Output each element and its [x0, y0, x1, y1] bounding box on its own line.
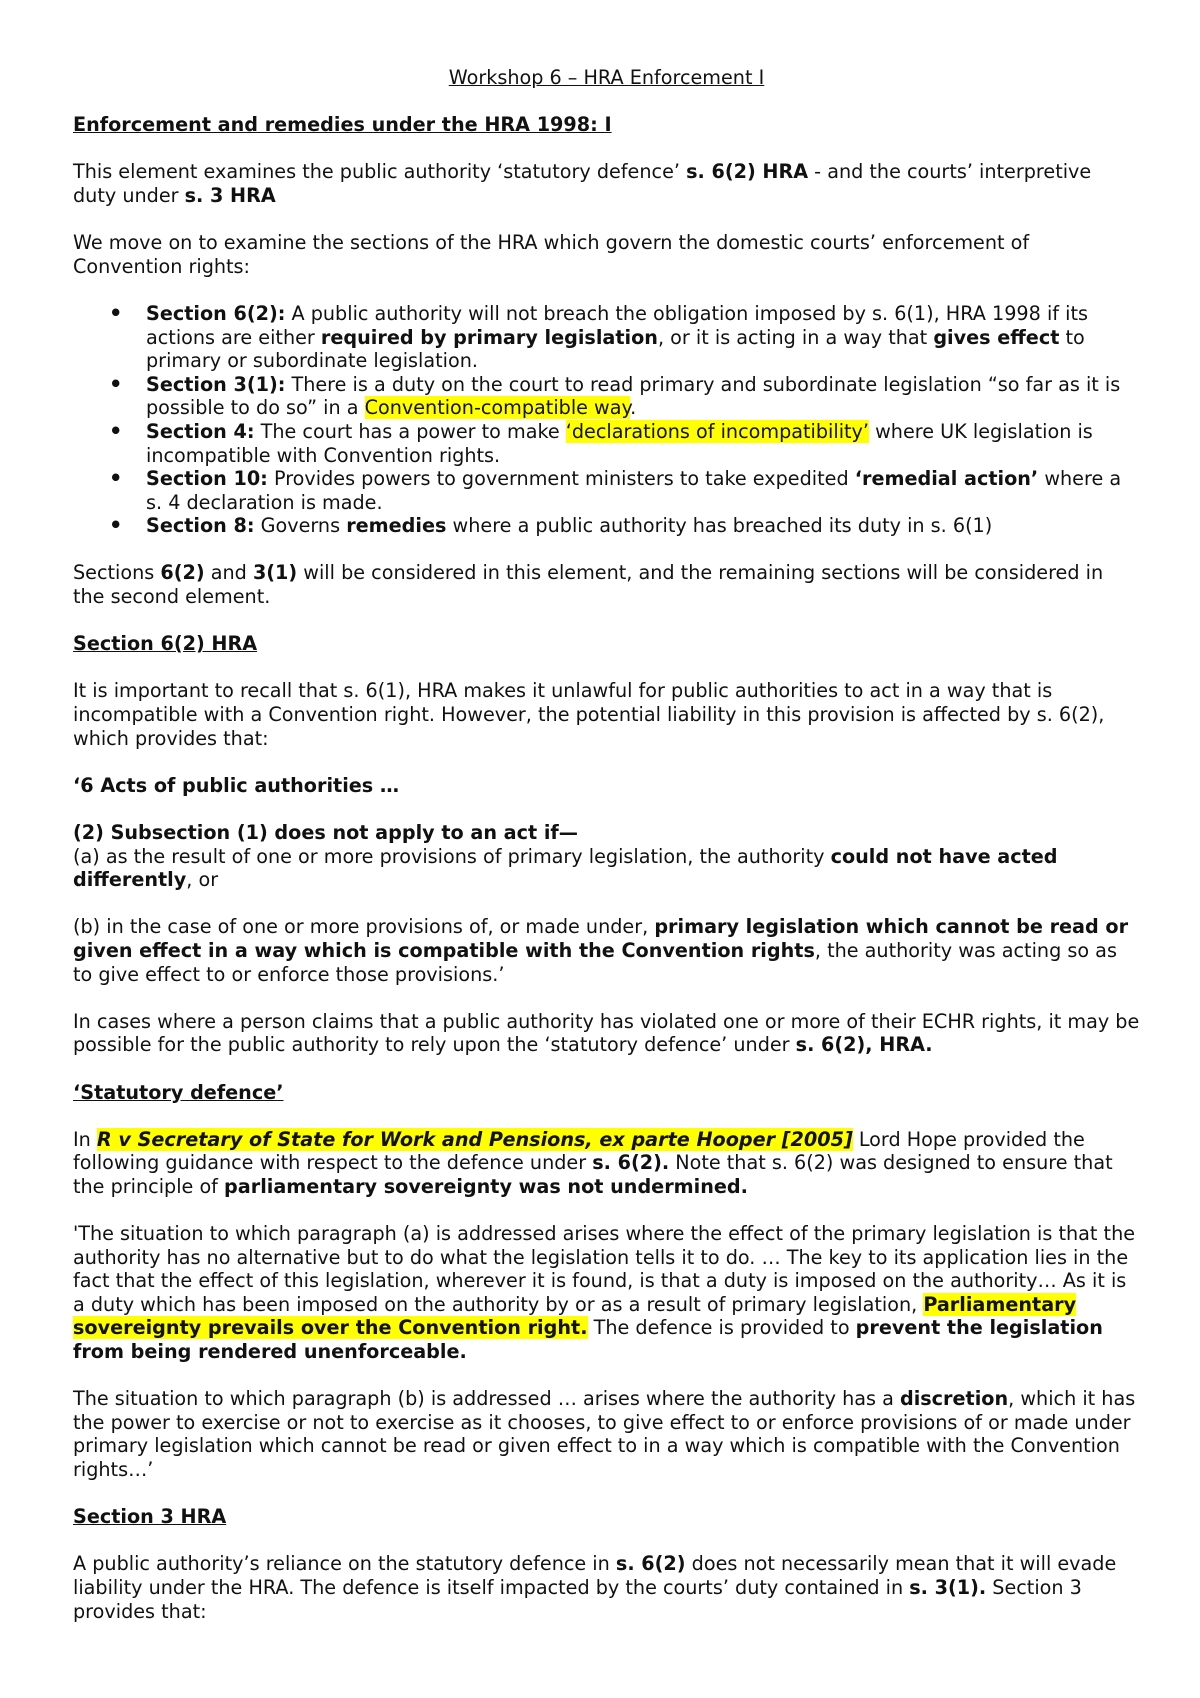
text: (a) as the result of one or more provisions of primary legislation, the authority — [73, 844, 831, 868]
overview-paragraph: We move on to examine the sections of the HRA which govern the domestic courts’ enforcement of Convention rights: — [73, 231, 1030, 278]
highlight: Convention-compatible way — [364, 396, 631, 420]
text: , the authority was acting so as to give effect to or enforce those provisions.’ — [73, 938, 1117, 986]
emphasis: remedies — [346, 514, 447, 538]
quote-para-a — [73, 845, 1140, 892]
heading-section-6-2: Section 6(2) HRA — [73, 632, 258, 656]
quote-para-b — [73, 915, 1140, 986]
emphasis: ‘6 Acts of public authorities … — [73, 773, 400, 797]
lord-hope-quote-b — [73, 1387, 1140, 1481]
case-citation: R v Secretary of State for Work and Pensions, ex parte Hooper [2005] — [96, 1127, 853, 1151]
item-label: Section 8: — [146, 514, 255, 538]
list-item-section-6-2 — [73, 302, 1140, 373]
text: Sections — [73, 561, 161, 585]
sections-list — [73, 302, 1140, 538]
ref-s3: s. 3 HRA — [184, 183, 276, 207]
emphasis: s. 3(1). — [909, 1576, 987, 1599]
text: does not necessarily mean that it will evade liability under the HRA. The defence is itself impacted by the courts’ duty contained in — [73, 1552, 1117, 1599]
text: , or it is acting in a way that — [657, 325, 934, 349]
text: 'The situation to which paragraph (a) is addressed arises where the effect of the primary legislation is that the authority has no alternative but to do what the legislation tells it to do. … The key to its application lies in the fact that the effect of this legislation, wherever it is found, is that a duty is imposed on the authority… As it is a duty which has been imposed on the authority by or as a result of primary legislation, — [73, 1222, 1136, 1316]
item-label: Section 3(1): — [146, 372, 286, 396]
text: . — [630, 396, 637, 420]
scope-paragraph — [73, 561, 1140, 608]
text: A public authority’s reliance on the statutory defence in — [73, 1552, 616, 1576]
emphasis: parliamentary sovereignty was not undermined. — [224, 1174, 748, 1198]
list-item-section-3-1 — [73, 373, 1140, 420]
emphasis: gives effect — [933, 325, 1060, 349]
emphasis: ‘remedial action’ — [854, 467, 1039, 491]
section-3-paragraph — [73, 1552, 1140, 1623]
list-item-section-4 — [73, 420, 1140, 467]
ref-s62: s. 6(2) HRA — [686, 160, 809, 184]
text: Section 3 provides that: — [73, 1576, 1082, 1623]
emphasis: 6(2) — [160, 561, 205, 585]
emphasis: prevent the legislation from being rendered unenforceable. — [73, 1316, 1103, 1364]
item-label: Section 10: — [146, 467, 268, 491]
text: In cases where a person claims that a public authority has violated one or more of their ECHR rights, it may be possible for the public authority to rely upon the ‘statutory defence’ under — [73, 1009, 1140, 1057]
list-item-section-8 — [73, 514, 1140, 538]
text: where a public authority has breached its duty in s. 6(1) — [446, 514, 993, 538]
text: Governs — [254, 514, 347, 538]
text: to primary or subordinate legislation. — [146, 325, 1085, 373]
text: and — [204, 561, 253, 585]
text: A public authority will not breach the obligation imposed by s. 6(1), HRA 1998 if its actions are either — [146, 301, 1088, 349]
emphasis: s. 6(2) — [615, 1552, 686, 1576]
text: will be considered in this element, and the remaining sections will be considered in the second element. — [73, 561, 1104, 609]
text: The defence is provided to — [587, 1316, 856, 1340]
emphasis: 3(1) — [252, 561, 298, 585]
item-label: Section 6(2): — [146, 301, 286, 325]
emphasis: s. 6(2), HRA. — [795, 1033, 933, 1057]
emphasis: s. 6(2). — [592, 1151, 670, 1175]
recall-paragraph: It is important to recall that s. 6(1), HRA makes it unlawful for public authorities to act in a way that is incompatible with a Convention right. However, the potential liability in this provision is affected by s. 6(2), which provides that: — [73, 679, 1105, 750]
heading-enforcement: Enforcement and remedies under the HRA 1998: I — [73, 113, 612, 137]
emphasis: primary legislation which cannot be read or given effect in a way which is compatible with the Convention rights — [73, 915, 1129, 962]
emphasis: (2) Subsection (1) does not apply to an act if— — [73, 821, 578, 844]
item-label: Section 4: — [146, 419, 255, 443]
highlight: Parliamentary sovereignty prevails over the Convention right. — [73, 1292, 1077, 1340]
text: The court has a power to make — [254, 419, 566, 443]
quote-heading — [73, 774, 1140, 798]
text: (b) in the case of one or more provisions of, or made under, — [73, 915, 655, 939]
heading-section-3: Section 3 HRA — [73, 1505, 227, 1529]
hooper-paragraph — [73, 1128, 1140, 1199]
text: where a s. 4 declaration is made. — [146, 467, 1122, 514]
heading-statutory-defence: ‘Statutory defence’ — [73, 1080, 284, 1104]
text: There is a duty on the court to read primary and subordinate legislation “so far as it is possible to do so” in a — [146, 372, 1121, 420]
quote-subsection — [73, 821, 1140, 845]
intro-paragraph — [73, 160, 1140, 207]
emphasis: discretion — [899, 1387, 1009, 1411]
text: In — [73, 1127, 97, 1151]
document-title: Workshop 6 – HRA Enforcement I — [448, 66, 765, 89]
text: , or — [186, 868, 219, 892]
text: Note that s. 6(2) was designed to ensure that the principle of — [73, 1151, 1113, 1198]
text: Provides powers to government ministers to take expedited — [267, 467, 855, 491]
lord-hope-quote-a — [73, 1222, 1140, 1364]
list-item-section-10 — [73, 467, 1140, 514]
text: This element examines the public authority ‘statutory defence’ — [73, 160, 687, 184]
text: where UK legislation is incompatible with Convention rights. — [146, 419, 1093, 467]
emphasis: could not have acted differently — [73, 844, 1058, 892]
text: Lord Hope provided the following guidance with respect to the defence under — [73, 1127, 1085, 1175]
defence-paragraph — [73, 1010, 1140, 1057]
highlight: ‘declarations of incompatibility’ — [565, 419, 870, 443]
text: , which it has the power to exercise or not to exercise as it chooses, to give effect to or enforce provisions of or made under primary legislation which cannot be read or given effect to in a way which is compatible with the Convention rights…’ — [73, 1387, 1136, 1482]
emphasis: required by primary legislation — [320, 325, 658, 349]
text: The situation to which paragraph (b) is addressed … arises where the authority has a — [73, 1387, 900, 1411]
text: - and the courts’ interpretive duty under — [73, 160, 1092, 207]
